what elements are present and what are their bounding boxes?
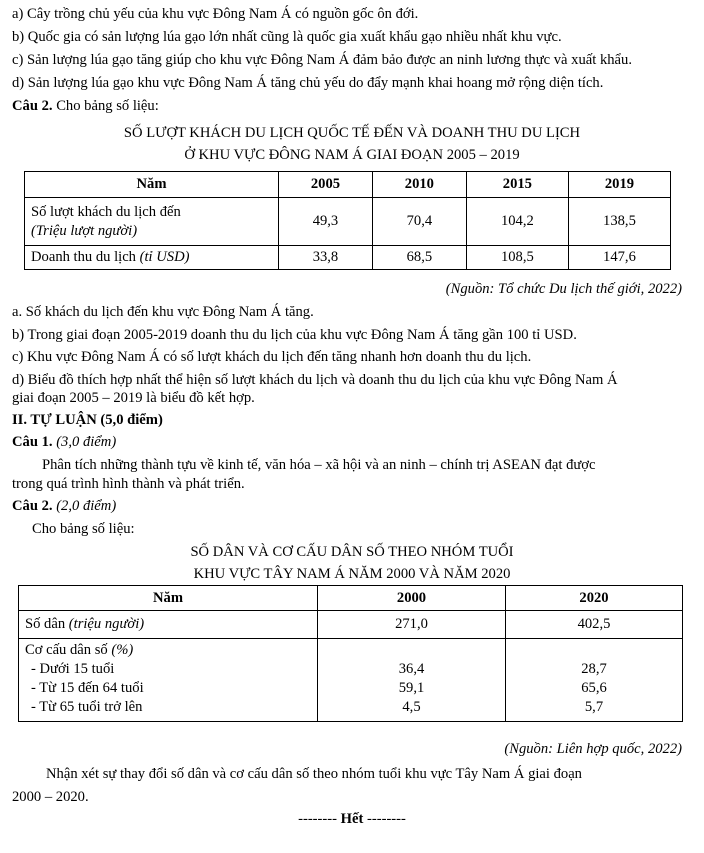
part2-q2-label: Câu 2.: [12, 498, 53, 514]
table-cell: 65,6: [581, 680, 607, 696]
population-table: [18, 585, 683, 722]
table1-row2-unit: (tỉ USD): [139, 249, 190, 265]
tourism-table: [24, 171, 671, 270]
table1-row1-label: Số lượt khách du lịch đến: [31, 203, 181, 220]
table1-row1-label-cell: [25, 198, 279, 246]
table-cell: 4,5: [402, 699, 421, 715]
table-cell: 108,5: [466, 246, 568, 270]
part2-q1-text-line2: trong quá trình hình thành và phát triển.: [12, 476, 245, 492]
part2-q2-intro: Cho bảng số liệu:: [32, 521, 135, 537]
table-cell: 59,1: [398, 680, 425, 696]
table2-struct-label: Cơ cấu dân số: [25, 642, 112, 658]
table-cell: 36,4: [398, 661, 425, 677]
part2-q1-points: (3,0 điểm): [52, 434, 117, 450]
table2-struct-label-line: [25, 641, 311, 660]
table2-structure-2020: [506, 639, 683, 722]
statement-1c: c) Sản lượng lúa gạo tăng giúp cho khu vực Đông Nam Á đảm bảo được an ninh lương thực và xuất khẩu.: [12, 52, 632, 68]
table2-struct-unit: (%): [111, 642, 134, 658]
part2-q1-text-line1: Phân tích những thành tựu về kinh tế, văn hóa – xã hội và an ninh – chính trị ASEAN đạt được: [42, 457, 596, 473]
table-cell: 49,3: [279, 198, 373, 246]
statement-1b: b) Quốc gia có sản lượng lúa gạo lớn nhất cũng là quốc gia xuất khẩu gạo nhiều nhất khu vực.: [12, 29, 562, 45]
part2-q2-points: (2,0 điểm): [52, 498, 117, 514]
table-cell: 402,5: [506, 611, 683, 639]
table2-pop-unit: (triệu người): [68, 616, 145, 632]
table1-row1-unit: (Triệu lượt người): [31, 222, 138, 239]
table1-source: (Nguồn: Tổ chức Du lịch thế giới, 2022): [445, 281, 682, 297]
table2-source: (Nguồn: Liên hợp quốc, 2022): [504, 741, 682, 757]
table-cell: 147,6: [568, 246, 670, 270]
end-marker: [0, 809, 704, 829]
table-cell: 28,7: [581, 661, 607, 677]
table-cell: 104,2: [466, 198, 568, 246]
table1-row2-label: Doanh thu du lịch: [31, 249, 140, 265]
part2-q1-label: Câu 1.: [12, 434, 53, 450]
statement-1a: a) Cây trồng chủ yếu của khu vực Đông Nam Á có nguồn gốc ôn đới.: [12, 6, 419, 22]
table1-header-2019: 2019: [568, 172, 670, 198]
table1-header-row: [25, 172, 671, 198]
table-cell: 5,7: [584, 699, 604, 715]
table1-title-line1: SỐ LƯỢT KHÁCH DU LỊCH QUỐC TẾ ĐẾN VÀ DOANH THU DU LỊCH: [123, 125, 581, 141]
task-line2: 2000 – 2020.: [12, 789, 89, 805]
table2-header-2020: 2020: [506, 586, 683, 611]
end-label: Hết: [340, 811, 364, 827]
part2-heading: II. TỰ LUẬN (5,0 điểm): [12, 412, 163, 428]
table2-header-row: [19, 586, 683, 611]
statement-2c: c) Khu vực Đông Nam Á có số lượt khách du lịch đến tăng nhanh hơn doanh thu du lịch.: [12, 349, 532, 365]
table2-structure-2000: [318, 639, 506, 722]
table2-row-population: [19, 611, 683, 639]
table2-header-2000: 2000: [318, 586, 506, 611]
table2-structure-labels: [19, 639, 318, 722]
table-cell: 33,8: [279, 246, 373, 270]
table2-row-structure: [19, 639, 683, 722]
table2-header-year: Năm: [19, 586, 318, 611]
end-dashes-right: --------: [367, 811, 406, 827]
part2-question1-heading: [12, 432, 116, 452]
table2-group-label: - Từ 15 đến 64 tuổi: [31, 680, 144, 696]
question-2-label: Câu 2.: [12, 98, 53, 114]
statement-2a: a. Số khách du lịch đến khu vực Đông Nam Á tăng.: [12, 304, 314, 320]
question-2-text: Cho bảng số liệu:: [52, 98, 159, 114]
table1-header-2010: 2010: [372, 172, 466, 198]
question-2-heading: [12, 96, 159, 116]
table-cell: 68,5: [372, 246, 466, 270]
table2-pop-label-cell: [19, 611, 318, 639]
table1-row-revenue: [25, 246, 671, 270]
table2-group-label: - Từ 65 tuổi trở lên: [31, 699, 143, 715]
table1-header-2005: 2005: [279, 172, 373, 198]
table2-pop-label: Số dân: [25, 616, 69, 632]
table2-title-line1: SỐ DÂN VÀ CƠ CẤU DÂN SỐ THEO NHÓM TUỔI: [190, 544, 514, 560]
statement-2d-line2: giai đoạn 2005 – 2019 là biểu đồ kết hợp.: [12, 390, 255, 406]
table1-header-2015: 2015: [466, 172, 568, 198]
table1-row2-label-cell: [25, 246, 279, 270]
table1-title-line2: Ở KHU VỰC ĐÔNG NAM Á GIAI ĐOẠN 2005 – 2019: [184, 147, 520, 163]
statement-1d: d) Sản lượng lúa gạo khu vực Đông Nam Á tăng chủ yếu do đẩy mạnh khai hoang mở rộng diện tích.: [12, 75, 604, 91]
table2-title-line2: KHU VỰC TÂY NAM Á NĂM 2000 VÀ NĂM 2020: [193, 566, 511, 582]
end-dashes-left: --------: [298, 811, 337, 827]
table-cell: 138,5: [568, 198, 670, 246]
task-line1: Nhận xét sự thay đổi số dân và cơ cấu dân số theo nhóm tuổi khu vực Tây Nam Á giai đoạn: [46, 766, 582, 782]
table1-header-year: Năm: [25, 172, 279, 198]
table1-row-visitors: [25, 198, 671, 246]
statement-2d-line1: d) Biểu đồ thích hợp nhất thể hiện số lượt khách du lịch và doanh thu du lịch của khu vực Đông Nam Á: [12, 372, 618, 388]
table-cell: 70,4: [372, 198, 466, 246]
statement-2b: b) Trong giai đoạn 2005-2019 doanh thu du lịch của khu vực Đông Nam Á tăng gần 100 tỉ USD.: [12, 327, 577, 343]
table-cell: 271,0: [318, 611, 506, 639]
part2-question2-heading: [12, 496, 116, 516]
table2-group-label: - Dưới 15 tuổi: [31, 661, 115, 677]
